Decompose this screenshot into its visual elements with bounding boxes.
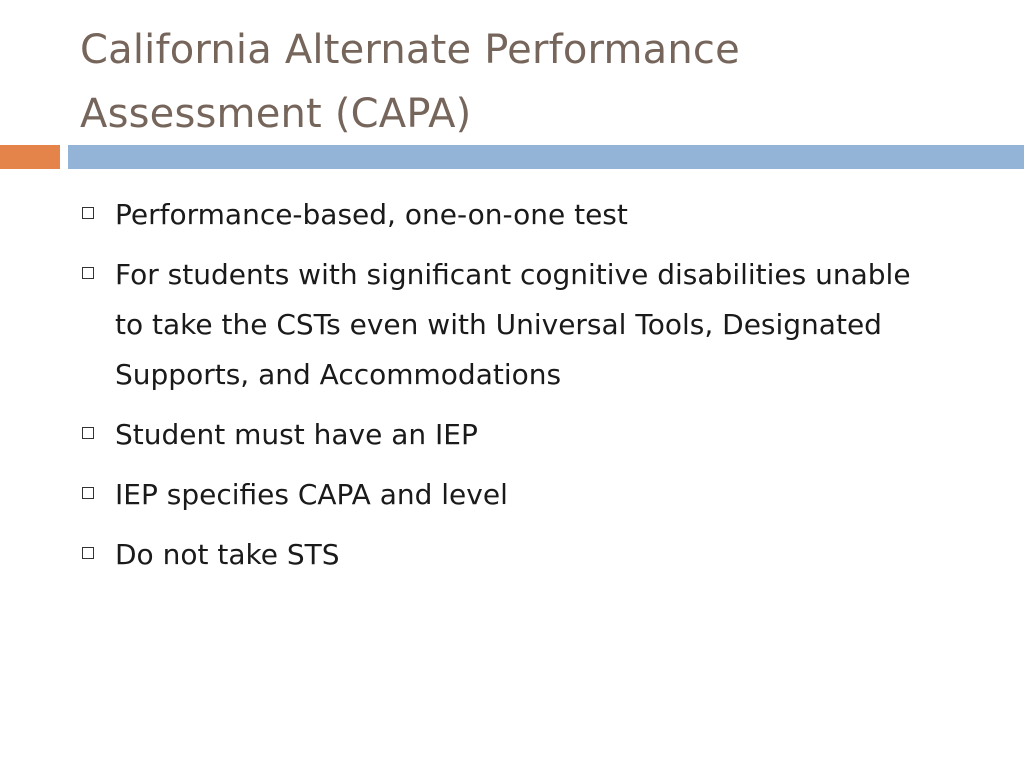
bullet-item — [82, 530, 982, 580]
square-bullet-icon — [82, 427, 94, 439]
accent-bar-blue — [68, 145, 1024, 169]
accent-bar-orange — [0, 145, 60, 169]
bullet-text: Student must have an IEP — [115, 418, 478, 451]
bullet-text: For students with significant cognitive disabilities unable to take the CSTs even with Universal Tools, Designated Supports, and Accommodations — [115, 258, 911, 391]
bullet-item — [82, 250, 982, 400]
square-bullet-icon — [82, 487, 94, 499]
bullet-list — [82, 190, 982, 590]
bullet-text: Performance-based, one-on-one test — [115, 198, 628, 231]
slide-title: California Alternate Performance Assessment (CAPA) — [80, 27, 740, 137]
bullet-text: Do not take STS — [115, 538, 340, 571]
square-bullet-icon — [82, 547, 94, 559]
bullet-item — [82, 470, 982, 520]
bullet-item — [82, 410, 982, 460]
bullet-item — [82, 190, 982, 240]
square-bullet-icon — [82, 267, 94, 279]
bullet-text: IEP specifies CAPA and level — [115, 478, 508, 511]
square-bullet-icon — [82, 207, 94, 219]
